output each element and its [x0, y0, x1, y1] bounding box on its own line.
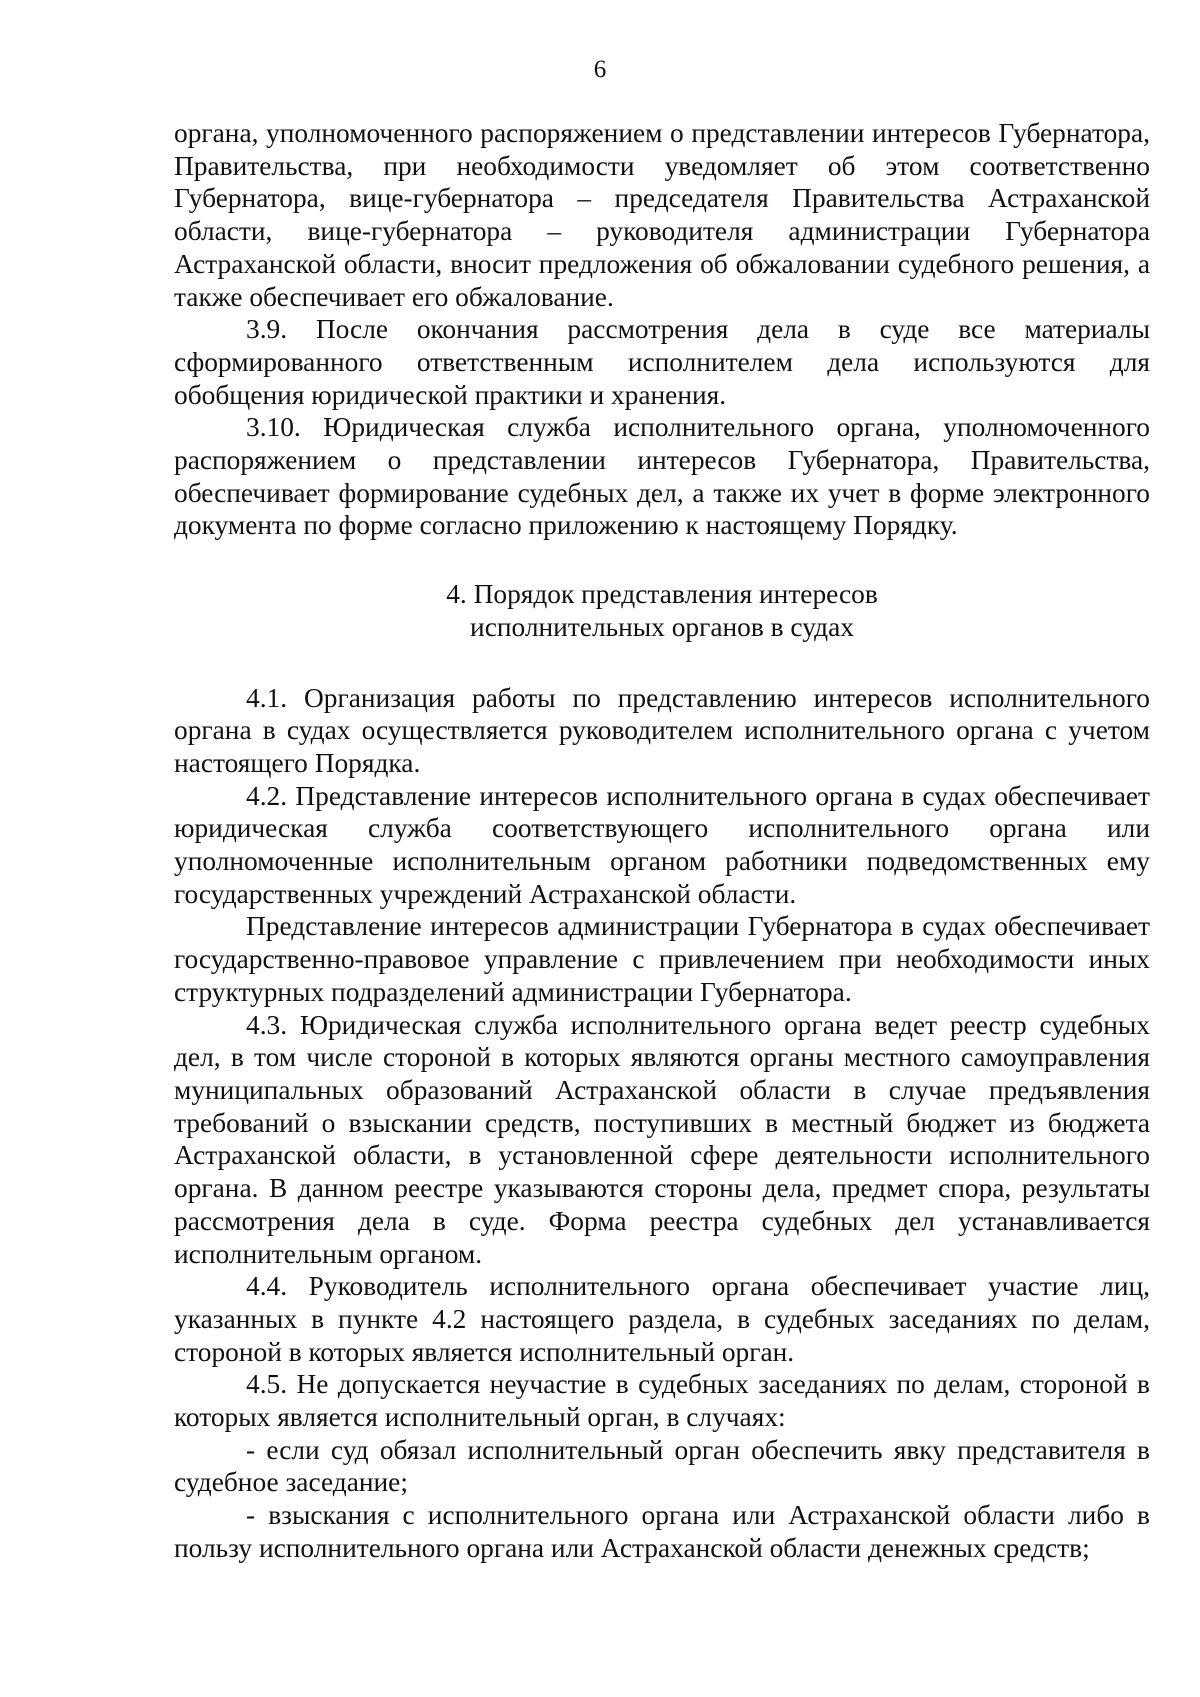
paragraph-4-3: 4.3. Юридическая служба исполнительного органа ведет реестр судебных дел, в том числе стороной в которых являются органы местного самоуправления муниципальных образований Астраханской области в случае предъявления требований о взыскании средств, поступивших в местный бюджет из бюджета Астраханской области, в установленной сфере деятельности исполнительного органа. В данном реестре указываются стороны дела, предмет спора, результаты рассмотрения дела в суде. Форма реестра судебных дел устанавливается исполнительным органом.: [174, 1009, 1150, 1269]
paragraph-4-2: 4.2. Представление интересов исполнительного органа в судах обеспечивает юридическая служба соответствующего исполнительного органа или уполномоченные исполнительным органом работники подведомственных ему государственных учреждений Астраханской области.: [174, 780, 1150, 909]
paragraph-4-2-second: Представление интересов администрации Губернатора в судах обеспечивает государственно-правовое управление с привлечением при необходимости иных структурных подразделений администрации Губернатора.: [174, 911, 1150, 1007]
paragraph-continuation: органа, уполномоченного распоряжением о представлении интересов Губернатора, Правительства, при необходимости уведомляет об этом соответственно Губернатора, вице-губернатора – председателя Правительства Астраханской области, вице-губернатора – руководителя администрации Губернатора Астраханской области, вносит предложения об обжаловании судебного решения, а также обеспечивает его обжалование.: [174, 118, 1150, 312]
list-item-court-obliged: - если суд обязал исполнительный орган обеспечить явку представителя в судебное заседание;: [174, 1434, 1150, 1498]
list-item-recovery-funds: - взыскания с исполнительного органа или Астраханской области либо в пользу исполнительного органа или Астраханской области денежных средств;: [174, 1500, 1150, 1563]
section-title-line-2: исполнительных органов в судах: [470, 611, 854, 642]
page-number: 6: [593, 56, 607, 83]
paragraph-4-1: 4.1. Организация работы по представлению интересов исполнительного органа в судах осуществляется руководителем исполнительного органа с учетом настоящего Порядка.: [174, 682, 1150, 778]
document-body: [174, 117, 1150, 1565]
paragraph-4-4: 4.4. Руководитель исполнительного органа обеспечивает участие лиц, указанных в пункте 4.2 настоящего раздела, в судебных заседаниях по делам, стороной в которых является исполнительный орган.: [174, 1271, 1150, 1367]
section-title-line-1: 4. Порядок представления интересов: [446, 579, 878, 610]
paragraph-4-5: 4.5. Не допускается неучастие в судебных заседаниях по делам, стороной в которых является исполнительный орган, в случаях:: [174, 1369, 1150, 1433]
paragraph-3-9: 3.9. После окончания рассмотрения дела в суде все материалы сформированного ответственным исполнителем дела используются для обобщения юридической практики и хранения.: [174, 314, 1150, 410]
paragraph-3-10: 3.10. Юридическая служба исполнительного органа, уполномоченного распоряжением о представлении интересов Губернатора, Правительства, обеспечивает формирование судебных дел, а также их учет в форме электронного документа по форме согласно приложению к настоящему Порядку.: [174, 412, 1150, 541]
section-title: [174, 578, 1150, 643]
